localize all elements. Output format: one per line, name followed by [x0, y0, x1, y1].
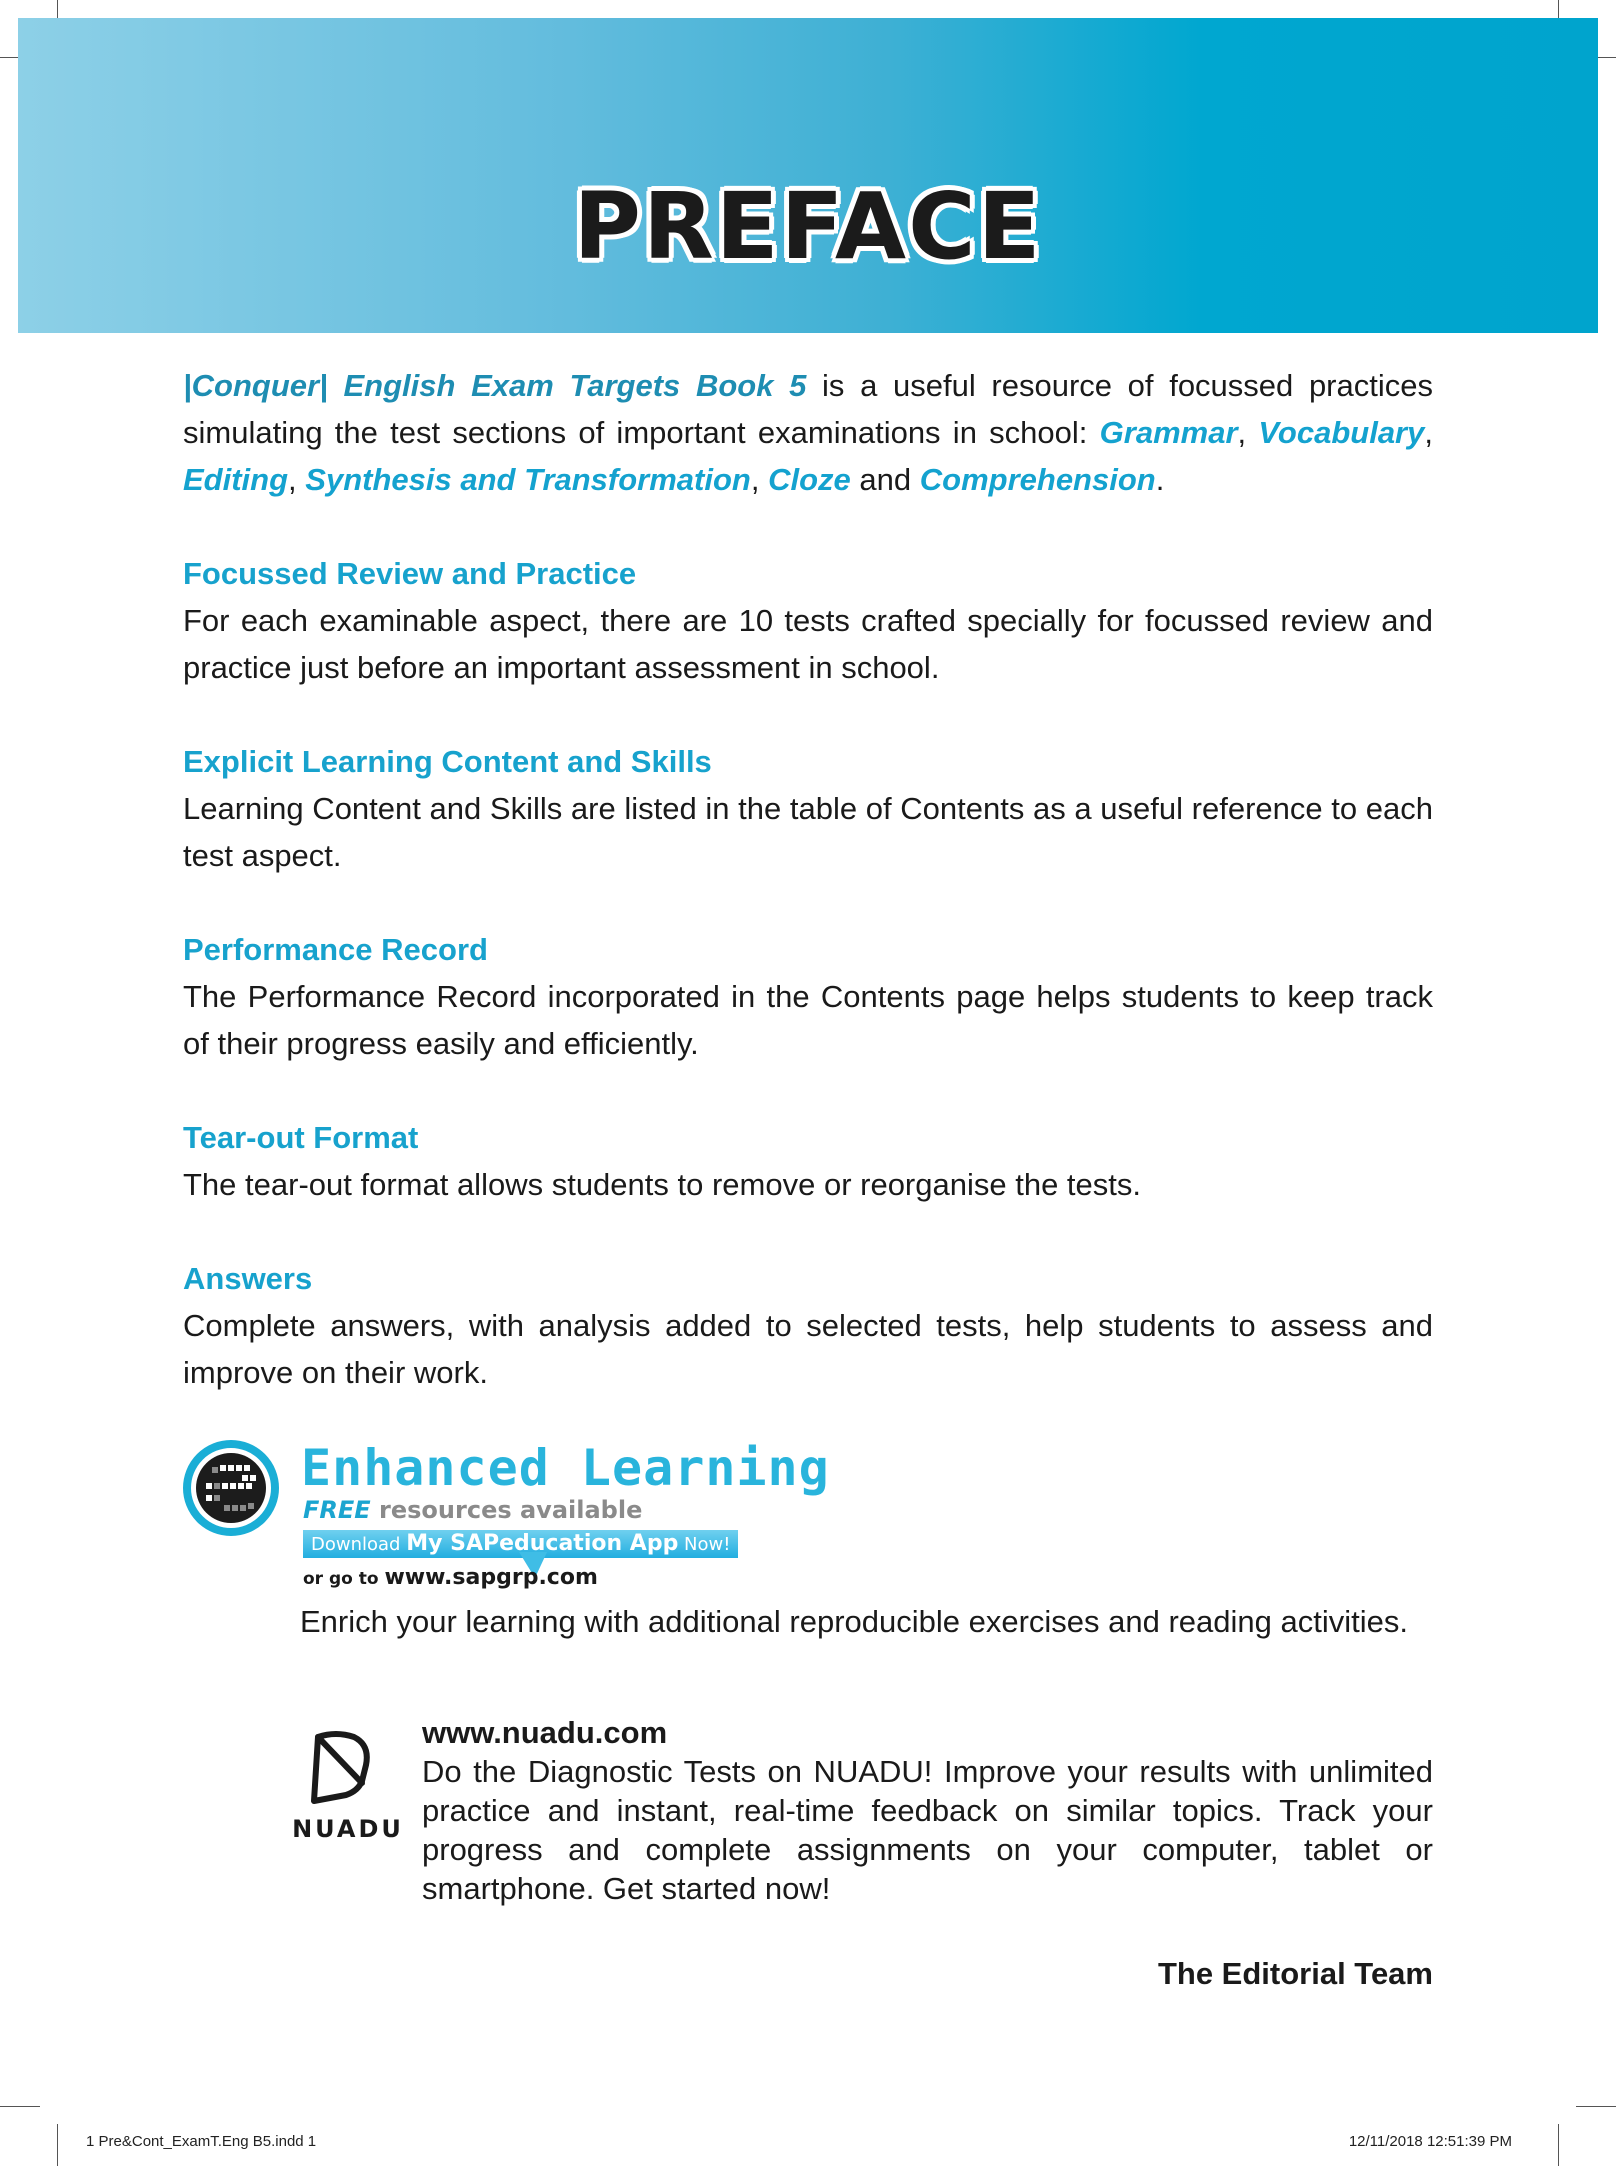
- intro-text: is a useful resource of focussed practices simulating the test sections of important examinations in school:: [183, 368, 1433, 450]
- separator: ,: [750, 462, 769, 497]
- aspect-comprehension: Comprehension: [919, 462, 1156, 497]
- dot-matrix-e-icon: [196, 1453, 266, 1523]
- enrich-description: Enrich your learning with additional reproducible exercises and reading activities.: [300, 1604, 1408, 1639]
- header-banner: [18, 18, 1598, 333]
- goto-label: or go to: [303, 1569, 385, 1589]
- enhanced-learning-logo-icon: [183, 1440, 279, 1536]
- section-tear-out-format: [183, 1114, 1433, 1208]
- section-body: Learning Content and Skills are listed in the table of Contents as a useful reference to each test aspect.: [183, 791, 1433, 873]
- separator: ,: [1424, 415, 1433, 450]
- now-label: Now!: [678, 1534, 731, 1555]
- crop-mark: [1576, 2106, 1616, 2107]
- section-answers: [183, 1255, 1433, 1396]
- resources-label: resources available: [370, 1496, 643, 1524]
- enhanced-learning-promo: [183, 1440, 883, 1600]
- nuadu-logo-icon: [306, 1729, 376, 1809]
- separator: ,: [1237, 415, 1259, 450]
- nuadu-link[interactable]: www.nuadu.com: [422, 1715, 668, 1750]
- section-focussed-review: [183, 550, 1433, 691]
- free-resources-label: [303, 1496, 642, 1524]
- section-explicit-learning: [183, 738, 1433, 879]
- section-body: The tear-out format allows students to remove or reorganise the tests.: [183, 1167, 1142, 1202]
- aspect-vocabulary: Vocabulary: [1258, 415, 1425, 450]
- intro-paragraph: [183, 362, 1433, 503]
- aspect-editing: Editing: [183, 462, 289, 497]
- slug-timestamp: 12/11/2018 12:51:39 PM: [1348, 2133, 1512, 2150]
- section-performance-record: [183, 926, 1433, 1067]
- sapgrp-link[interactable]: www.sapgrp.com: [384, 1565, 598, 1590]
- aspect-synthesis: Synthesis and Transformation: [305, 462, 751, 497]
- nuadu-description: Do the Diagnostic Tests on NUADU! Improve your results with unlimited practice and instant, real-time feedback on similar topics. Track your progress and complete assignments on your computer, tablet or smartphone. Get started now!: [422, 1754, 1433, 1906]
- section-heading: Tear-out Format: [183, 1120, 419, 1155]
- aspect-cloze: Cloze: [768, 462, 851, 497]
- section-heading: Answers: [183, 1261, 313, 1296]
- aspect-grammar: Grammar: [1099, 415, 1238, 450]
- enhanced-learning-title: Enhanced Learning: [301, 1439, 830, 1497]
- preface-content: [183, 362, 1433, 1396]
- separator: ,: [288, 462, 306, 497]
- nuadu-wordmark: NUADU: [292, 1815, 404, 1843]
- signoff: The Editorial Team: [1157, 1956, 1433, 1991]
- nuadu-promo: [288, 1713, 1433, 1913]
- section-heading: Explicit Learning Content and Skills: [183, 744, 712, 779]
- free-label: FREE: [303, 1496, 371, 1524]
- nuadu-text: [422, 1713, 1433, 1908]
- separator: .: [1155, 462, 1165, 497]
- book-title: |Conquer| English Exam Targets Book 5: [183, 368, 807, 403]
- section-body: Complete answers, with analysis added to selected tests, help students to assess and improve on their work.: [183, 1308, 1433, 1390]
- download-label: Download: [311, 1534, 407, 1555]
- section-body: The Performance Record incorporated in the Contents page helps students to keep track of their progress easily and efficiently.: [183, 979, 1433, 1061]
- separator: and: [850, 462, 920, 497]
- goto-website: [303, 1564, 598, 1593]
- page-title: PREFACE: [573, 173, 1043, 280]
- crop-mark: [0, 2106, 40, 2107]
- section-heading: Focussed Review and Practice: [183, 556, 637, 591]
- slug-filename: 1 Pre&Cont_ExamT.Eng B5.indd 1: [86, 2133, 317, 2150]
- section-heading: Performance Record: [183, 932, 488, 967]
- crop-mark: [1558, 2124, 1559, 2166]
- crop-mark: [57, 2124, 58, 2166]
- app-name: My SAPeducation App: [406, 1531, 679, 1556]
- section-body: For each examinable aspect, there are 10 tests crafted specially for focussed review and practice just before an important assessment in school.: [183, 603, 1433, 685]
